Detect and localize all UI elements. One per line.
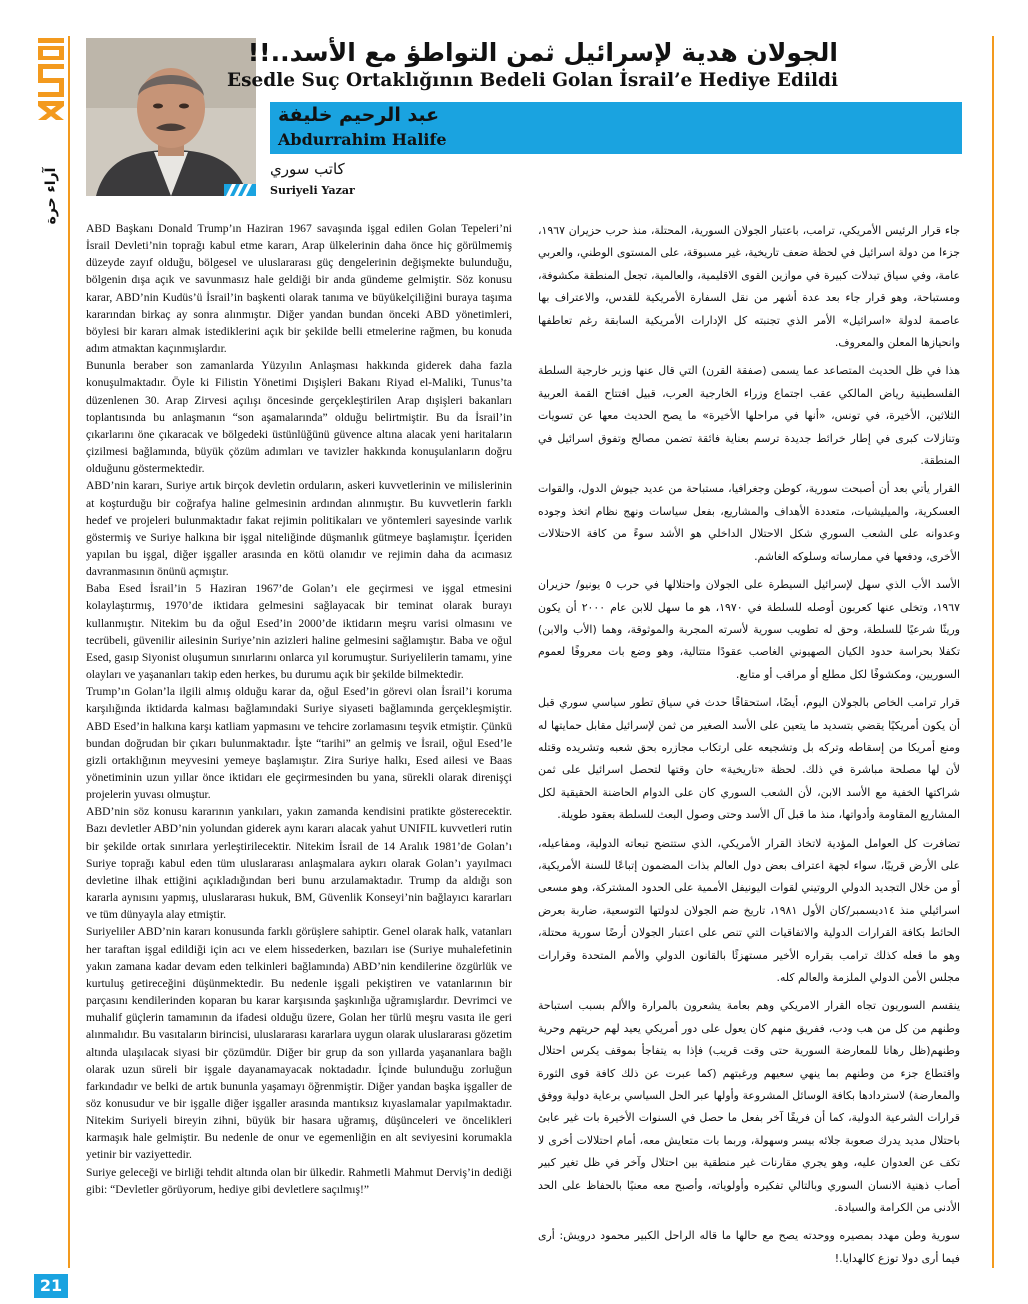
turkish-paragraph: Suriye geleceği ve birliği tehdit altında olan bir ülkedir. Rahmetli Mahmut Derviş’in dediği gibi: “Devletler görüyorum, hediye gibi devletlere saçılmış!” — [86, 1165, 512, 1196]
right-accent-line — [992, 36, 994, 1268]
left-accent-line — [68, 36, 70, 1268]
arabic-paragraph: تضافرت كل العوامل المؤدية لاتخاذ القرار الأمريكي، الذي ستتضح تبعاته الدولية، ومفاعيله، على الأرض قريبًا، سواء لجهة اعتراف بعض دول العالم بذات المضمون إتباعًا للسنة الأمريكية، أو من خلال التجديد الدولي الروتيني لقوات اليونيفل الأممية على الحدود المشتركة، وهو مسعى اسرائيلي منذ ١٤ديسمبر/كان الأول ١٩٨١، تاريخ ضم الجولان لدولتها التوسعية، ضاربة بعرض الحائط بكافة القرارات الدولية والاتفاقيات التي تنص على اعتبار الجولان أرضًا سورية محتلة، وهو ما فعله كذلك ترامب بقراره الأخير مستهزئًا بالقانون الدولي والأمم المتحدة وقرارات مجلس الأمن الدولي الملزمة والعالم كله. — [538, 836, 960, 984]
section-tag-text: آراء حرة — [43, 167, 59, 225]
author-name-arabic: عبد الرحيم خليفة — [278, 104, 440, 126]
author-role-arabic: كاتب سوري — [270, 160, 345, 178]
arabic-paragraph: قرار ترامب الخاص بالجولان اليوم، أيضًا، استحقاقًا حدث في سياق تطور سياسي سوري قبل أن يكون أمريكيًا يقضي بتسديد ما يتعين على الأسد الصغير من ثمن لإسرائيل مقابل حمايتها له ومنع أمريكا من إسقاطه وتركه بل وتشجيعه على ارتكاب مجازره بحق شعبه وتشريده وقتله لأن لها مصلحة مباشرة في ذلك. لحظة «تاريخية» حان وقتها لتحصل اسرائيل على ثمن شراكتها الخفية مع الأسد الابن، لأن الشعب السوري كان على الدوام الحاضنة الحقيقية لكل المشاريع المقاومة وأدواتها، منذ ما قبل آل الأسد وحتى وصول البعث للسلطة بعقود طويلة. — [538, 696, 960, 822]
magazine-logo-icon — [34, 36, 68, 122]
author-name-turkish: Abdurrahim Halife — [278, 130, 447, 149]
turkish-paragraph: Bununla beraber son zamanlarda Yüzyılın Anlaşması hakkında giderek daha fazla konuşulmaktadır. Öyle ki Filistin Yönetimi Dışişleri Bakanı Riyad el-Maliki, Tunus’ta düzenlenen 30. Arap Zirvesi açılışı öncesinde gerçekleştirilen Arap dışişleri bakanları toplantısında bu anlaşmanın “son aşamalarında” olduğu belirtmiştir. Bu da İsrail’in çıkarlarını öne çıkaracak ve bölgedeki üstünlüğünü güvence altına alacak yeni haritaların çizilmesi bağlamında, büyük çözüm adımları ve tavizler hakkında konuşulanların doğru olduğunu göstermektedir. — [86, 359, 512, 476]
turkish-article-column — [86, 220, 512, 1270]
author-role-turkish: Suriyeli Yazar — [270, 184, 355, 197]
turkish-paragraph: ABD Başkanı Donald Trump’ın Haziran 1967 savaşında işgal edilen Golan Tepeleri’ni İsrail Devleti’nin toprağı kabul etme kararı, Arap ülkelerinin daha önce hiç görülmemiş düzeyde zayıf olduğu, bölgesel ve uluslararası güç dengelerinin değişmekte bulunduğu, bölgenin dışa açık ve savunmasız hale geldiği bir anda gündeme gelmiştir. Söz konusu karar, ABD’nin Kudüs’ü İsrail’in başkenti olarak tanıma ve büyükelçiliğini buraya taşıma kararından birkaç ay sonra alınmıştır. Diğer yandan bundan önceki ABD yönetimleri, böylesi bir kararı almak istediklerini açık bir şekilde belli etmelerine rağmen, bu konuda adım atmaktan kaçınmışlardır. — [86, 222, 512, 356]
arabic-paragraph: ينقسم السوريون تجاه القرار الامريكي وهم بعامة يشعرون بالمرارة والألم بسبب استباحة وطنهم من كل من هب ودب، ففريق منهم كان يعول على دور أمريكي يعيد لهم حريتهم وحرية وطنهم(ظل رهانا للمعارضة السورية حتى وقت قريب) فإذا به يتفاجأ بموقف يكرس احتلال واقتطاع جزء من وطنهم بما ينهي سعيهم ورغبتهم (كما عبرت عن ذلك كافة قوى الثورة والمعارضة) لاستردادها بكافة الوسائل المشروعة وأولها عبر الحل السياسي برعاية دولية ووفق قرارات الشرعية الدولية، كما أن فريقًا آخر بفعل ما حصل في السنوات الأخيرة بات غير عابئ باحتلال مديد يدرك صعوبة جلائه بيسر وسهولة، وربما بات متعايش معه، أمام احتلالات أخرى لا تكف عن العدوان عليه، وهو يجري مقارنات غير منطقية بين احتلال وآخر في ظل تغير كبير أصاب ذهنية الانسان السوري وبالتالي تفكيره وأولوياته، وأصبح معه معنيًا بالحفاظ على الحد الأدنى من الكرامة والسيادة. — [538, 999, 960, 1215]
turkish-paragraph: Trump’ın Golan’la ilgili almış olduğu karar da, oğul Esed’in görevi olan İsrail’i koruma karşılığında iktidarda kalması bağlamındaki Suriye siyaseti bağlamında gerçekleşmiştir. ABD Esed’in halkına karşı katliam yapmasını ve tehcire zorlamasını teşvik etmiştir. Çünkü bundan doğrudan bir çıkarı bulunmaktadır. İşte “tarihi” an gelmiş ve İsrail, oğul Esed’le gizli ortaklığının meyvesini yemeye başlamıştır. Zira Suriye halkı, Esed ailesi ve Baas yönetiminin uzun yıllar önce iktidarı ele geçirmesinden bu yana, sürekli olarak direnişçi projelerin yuvası olmuştur. — [86, 685, 512, 802]
arabic-paragraph: سورية وطن مهدد بمصيره ووحدته يصح مع حالها ما قاله الراحل الكبير محمود درويش: أرى فيما أرى دولا توزع كالهدايا.! — [538, 1229, 960, 1265]
turkish-paragraph: ABD’nin kararı, Suriye artık birçok devletin orduların, askeri kuvvetlerinin ve milislerinin at koşturduğu bir coğrafya haline gelmesinin ardından alınmıştır. Bu kuvvetlerin farklı hedef ve projeleri bulunmaktadır fakat rejimin politikaları ve yöntemleri sayesinde varlık göstermiş ve Suriye halkına bir işgal niteliğinde düşmanlık gütmeye başlamıştır. İçeriden yapılan bu işgal, diğer işgaller arasında en kötü olanıdır ve rejimin daha da acımasız davranmasının önünü açmıştır. — [86, 479, 512, 579]
turkish-paragraph: Baba Esed İsrail’in 5 Haziran 1967’de Golan’ı ele geçirmesi ve işgal etmesini kolaylaştırmış, 1970’de iktidara gelmesini sağlayacak bir teminat olarak burayı kullanmıştır. Nitekim bu da oğul Esed’in 2000’de iktidarın meşru varisi olmasını ve tecrübeli, güvenilir ailesinin Suriye’nin azizleri haline gelmesini sağlamıştır. Baba ve oğul Esed, gasıp Siyonist oluşumun sınırlarını onlarca yıl korumuştur. Suriyelilerin tamamı, yine olayları ve yaşananları takip eden herkes, bu durumu açık bir şekilde bilmektedir. — [86, 582, 512, 682]
arabic-paragraph: الأسد الأب الذي سهل لإسرائيل السيطرة على الجولان واحتلالها في حرب ٥ يونيو/ حزيران ١٩٦٧، وتخلى عنها كعربون أوصله للسلطة في ١٩٧٠، هو ما سهل للابن عام ٢٠٠٠ أن يكون وريثًا شرعيًا للسلطة، وحق له تطويب سورية لأسرته المجربة والموثوقة، وهما (الأب والابن) تكفلا بحراسة حدود الكيان الصهيوني الغاصب عقودًا متتالية، وهو وضع بات معروفًا لعموم السوريين، ومكشوفًا لكل مطلع أو مراقب أو متابع. — [538, 578, 960, 681]
brand-bar — [34, 36, 68, 1295]
arabic-paragraph: هذا في ظل الحديث المتصاعد عما يسمى (صفقة القرن) التي قال عنها وزير خارجية السلطة الفلسطينية رياض المالكي عقب اجتماع وزراء الخارجية العرب، قبيل افتتاح القمة العربية الثلاثين، الأخيرة، في تونس، «أنها في مراحلها الأخيرة» ما يصح الحديث معها عن تسويات وتنازلات كبرى في إطار خرائط جديدة ترسم بعناية فائقة تضمن مصالح وتفوق اسرائيل في المنطقة. — [538, 364, 960, 468]
title-arabic: الجولان هدية لإسرائيل ثمن التواطؤ مع الأسد..!! — [247, 38, 838, 67]
arabic-paragraph: القرار يأتي بعد أن أصبحت سورية، كوطن وجغرافيا، مستباحة من عديد جيوش الدول، والقوات العسكرية، والميليشيات، متعددة الأهداف والمشاريع، بفعل سياسات ونهج نظام اتخذ وجوده وعدوانه على الشعب السوري شكل الاحتلال الداخلي هو الأشد سوءً من كافة الاحتلالات الأخرى، ودفعها في ممارساته وسلوكه الغاشم. — [538, 482, 960, 563]
turkish-paragraph: ABD’nin söz konusu kararının yankıları, yakın zamanda kendisini pratikte gösterecektir. Bazı devletler ABD’nin yolundan giderek aynı kararı alacak yahut UNIFIL kuvvetleri rutin bir şekilde ortak sınırlara yerleştirilecektir. Nitekim İsrail de 14 Aralık 1981’de Golan’ı Suriye toprağı kabul eden tüm uluslararası anlaşmalara aykırı olarak Golan’ı yayılmacı devletine ilhak ettiğini açıkladığından beri bunu arzulamaktadır. Trump da aldığı son kararla aynısını yapmış, uluslararası hukuk, BM, Güvenlik Konseyi’nin bağlayıcı kararları ve tüm dünyayla alay etmiştir. — [86, 805, 512, 922]
arabic-article-column — [538, 220, 960, 1275]
author-band — [270, 102, 962, 154]
turkish-paragraph: Suriyeliler ABD’nin kararı konusunda farklı görüşlere sahiptir. Genel olarak halk, vatanları her taraftan işgal edildiği için acı ve elem hissederken, bazıları ise (Suriye muhalefetinin yakın zamana kadar devam eden telkinleri bağlamında) ABD’nin kendilerine özgürlük ve kurtuluş getireceğini düşünmektedir. Bu nedenle işgali pekiştiren ve vatanlarının bir parçasını kendilerinden koparan bu karar karşısında şaşkınlığa uğramışlardır. Devrimci ve muhalif güçlerin tamamının da ifadesi olduğu üzere, Golan her türlü meşru vasıta ile geri alınmalıdır. Bu vasıtaların birincisi, uluslararası kararlara uygun olarak uluslararası gözetim altında ulaşılacak siyasi bir çözümdür. Diğer bir grup da son yıllarda yaşananlara bağlı olarak uzun süreli bir işgale dayanamayacak noktadadır. İçinde bulunduğu zorluğun farkındadır ve belki de artık bununla yaşamayı öğrenmiştir. Diğer yandan başka işgaller de söz konusudur ve bir işgalle diğer işgaller arasında mantıksız kıyaslamalar yapılmaktadır. Nitekim Suriyeli bireyin zihni, büyük bir hasara uğramış, düşünceleri ve öncelikleri karmaşık hale gelmiştir. Bu nedenle de onur ve egemenliğin en alt seviyesini korumakla yetinir bir vaziyettedir. — [86, 925, 512, 1162]
title-turkish: Esedle Suç Ortaklığının Bedeli Golan İsrail’e Hediye Edildi — [227, 70, 838, 91]
section-tag — [36, 136, 66, 256]
author-photo — [86, 38, 256, 196]
page-number: 21 — [34, 1274, 68, 1298]
arabic-paragraph: جاء قرار الرئيس الأمريكي، ترامب، باعتبار الجولان السورية، المحتلة، منذ حرب حزيران ١٩٦٧، جزءا من دولة اسرائيل في لحظة ضعف تاريخية، غير مسبوقة، على المستوى الوطني، والعربي عامة، وفي سياق تبدلات كبيرة في موازين القوى الاقليمية، والعالمية، تجعل المنطقة مكشوفة، ومستباحة، وهو قرار جاء بعد عدة أشهر من نقل السفارة الأمريكية للقدس، والاعتراف بها عاصمة لدولة «اسرائيل» الأمر الذي تجنبته كل الإدارات الأمريكية السابقة رغم تعاطفها وانحيازها المعلن والمعروف. — [538, 224, 960, 350]
